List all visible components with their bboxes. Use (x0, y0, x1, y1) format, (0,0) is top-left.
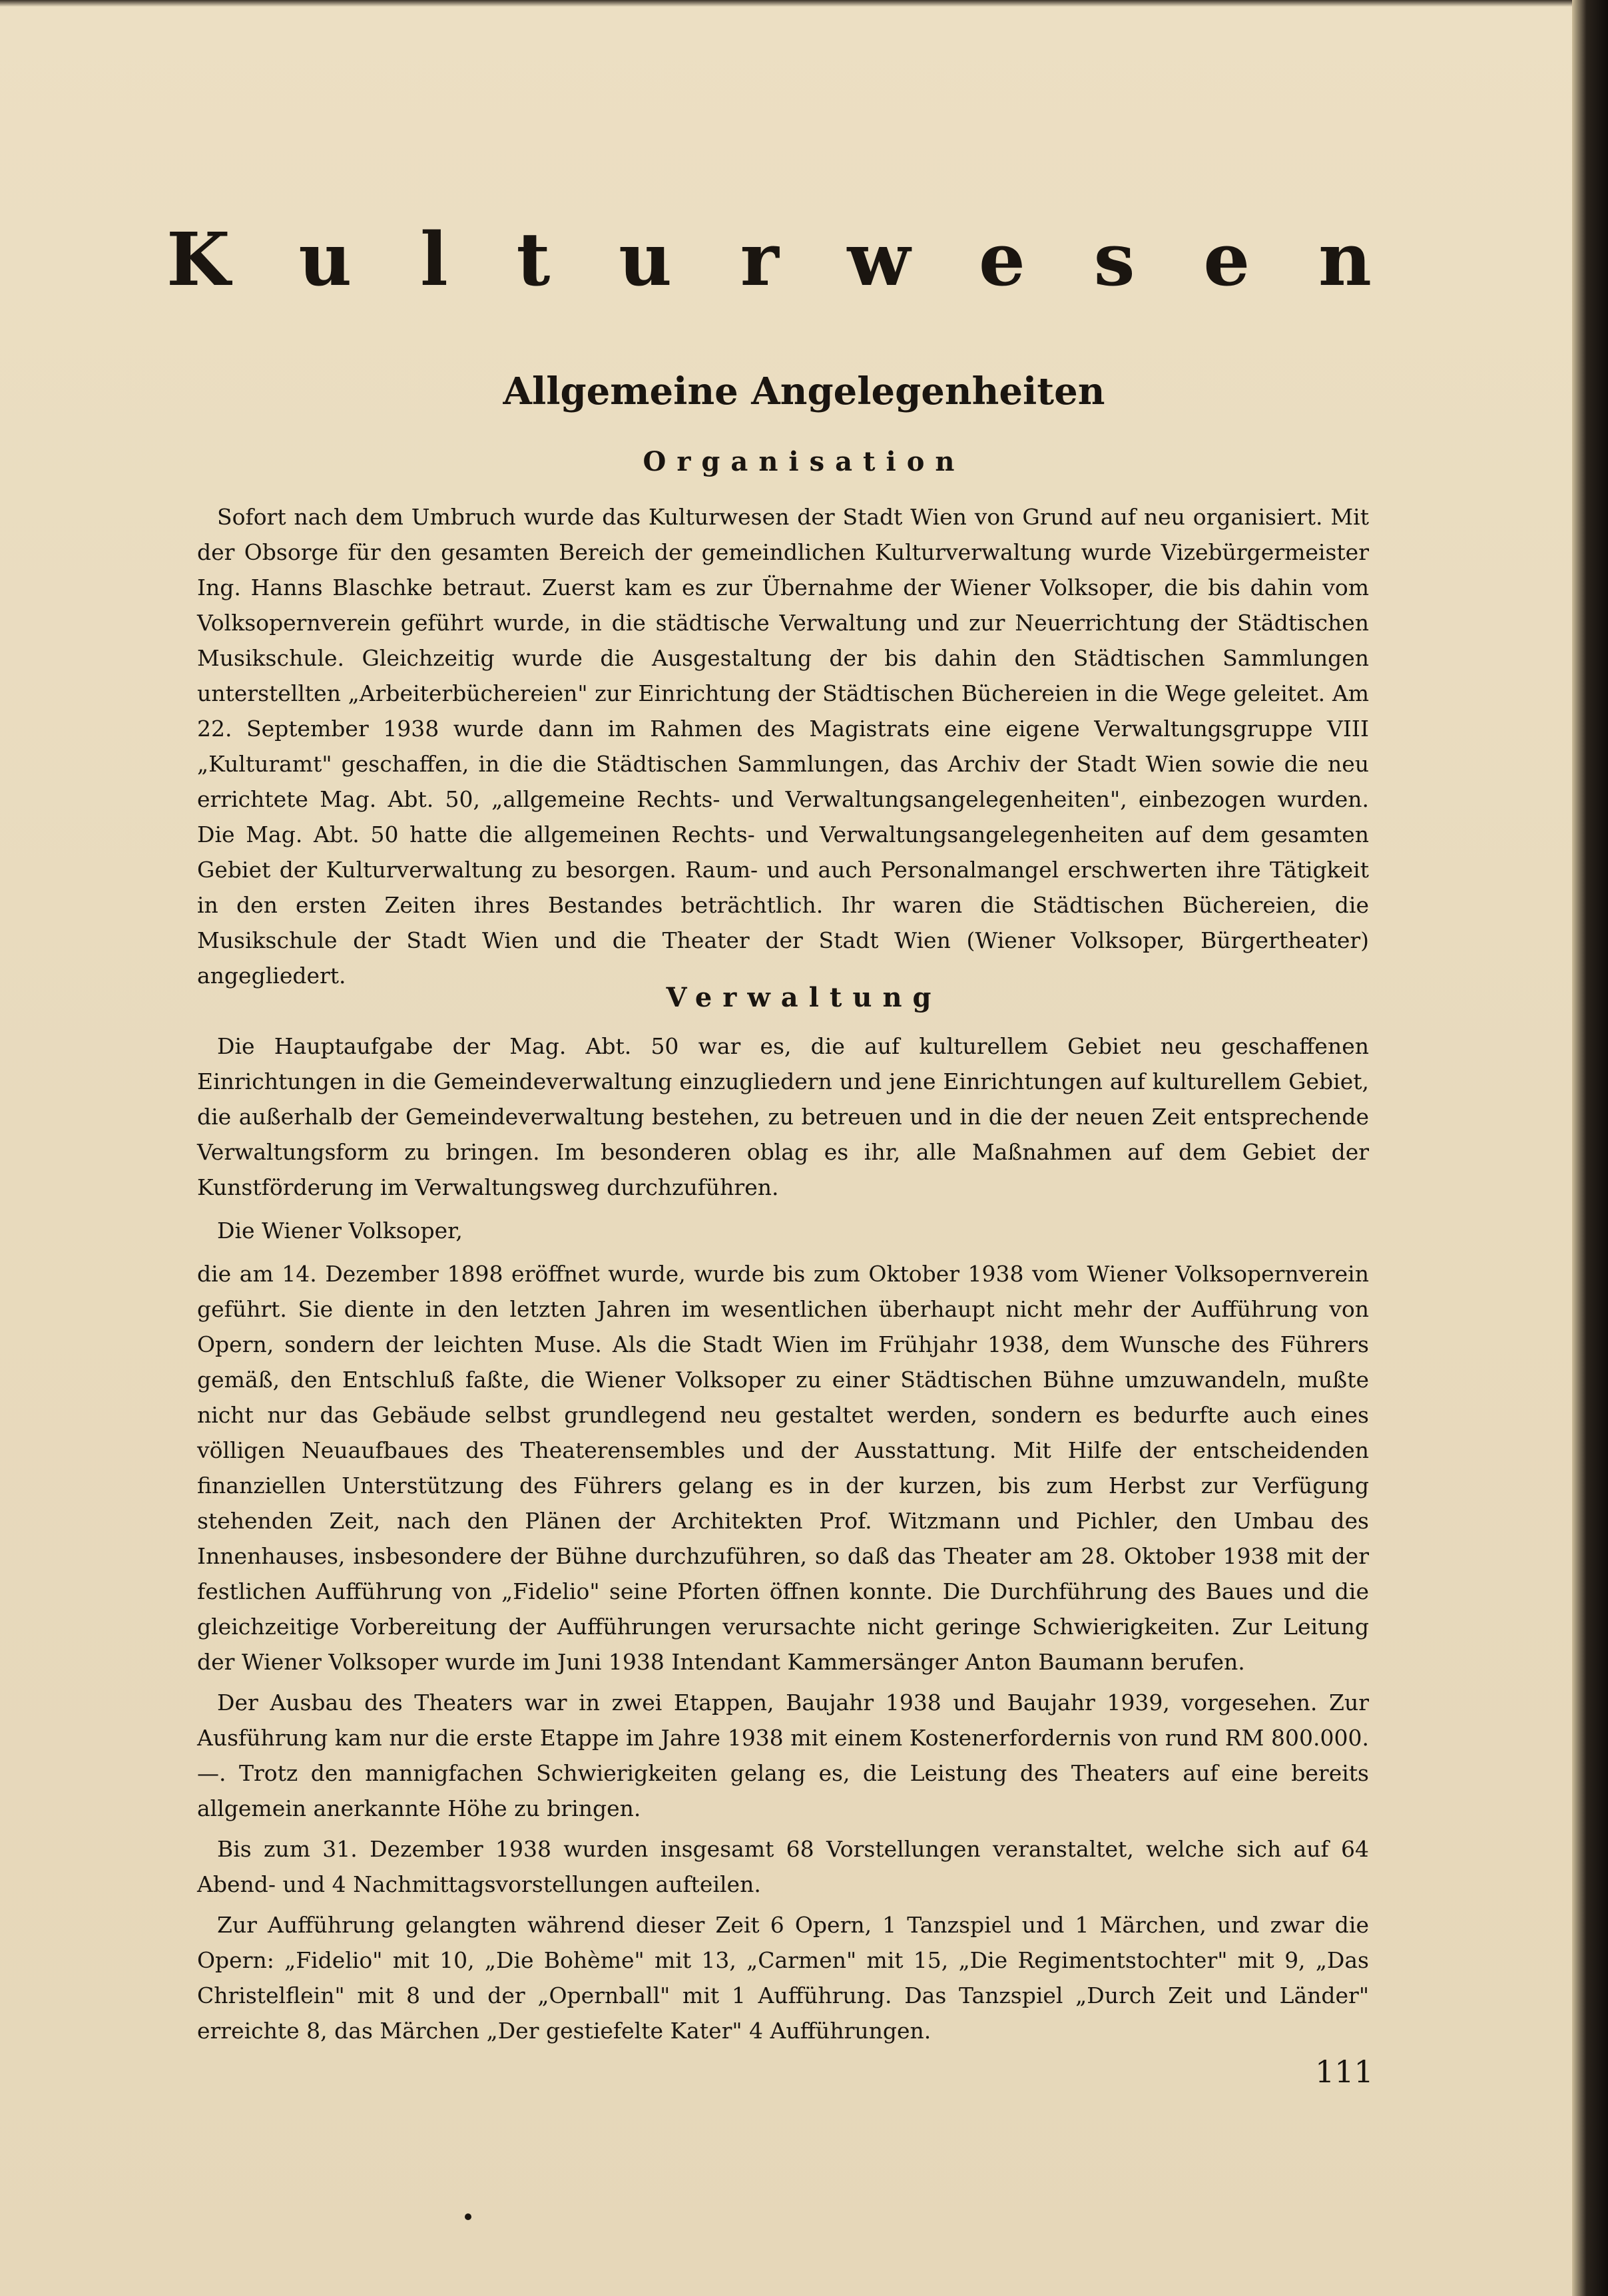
scan-top-edge (0, 0, 1608, 7)
subtitle-organisation: Organisation (643, 446, 965, 477)
ausbau-paragraph: Der Ausbau des Theaters war in zwei Etappen, Baujahr 1938 und Baujahr 1939, vorgesehen. Zur Ausführung kam nur die erste Etappe im Jahre 1938 mit einem Kostenerfordernis von rund RM 800.000.—. Trotz den mannigfachen Schwierigkeiten gelang es, die Leistung des Theaters auf eine bereits allgemein anerkannte Höhe zu bringen. (197, 1690, 1369, 1821)
scan-right-edge (1572, 0, 1608, 2296)
ink-dot (465, 2213, 471, 2220)
auffuehrung-paragraph: Zur Aufführung gelangten während dieser Zeit 6 Opern, 1 Tanzspiel und 1 Märchen, und zwar die Opern: „Fidelio" mit 10, „Die Bohème" mit 13, „Carmen" mit 15, „Die Regimentstochter" mit 9, „Das Christelflein" mit 8 und der „Opernball" mit 1 Aufführung. Das Tanzspiel „Durch Zeit und Länder" erreichte 8, das Märchen „Der gestiefelte Kater" 4 Aufführungen. (197, 1912, 1369, 2044)
organisation-paragraph: Sofort nach dem Umbruch wurde das Kulturwesen der Stadt Wien von Grund auf neu organisiert. Mit der Obsorge für den gesamten Bereich der gemeindlichen Kulturverwaltung wurde Vizebürgermeister Ing. Hanns Blaschke betraut. Zuerst kam es zur Übernahme der Wiener Volksoper, die bis dahin vom Volksopernverein geführt wurde, in die städtische Verwaltung und zur Neuerrichtung der Städtischen Musikschule. Gleichzeitig wurde die Ausgestaltung der bis dahin den Städtischen Sammlungen unterstellten „Arbeiterbüchereien" zur Einrichtung der Städtischen Büchereien in die Wege geleitet. Am 22. September 1938 wurde dann im Rahmen des Magistrats eine eigene Verwaltungsgruppe VIII „Kulturamt" geschaffen, in die die Städtischen Sammlungen, das Archiv der Stadt Wien sowie die neu errichtete Mag. Abt. 50, „allgemeine Rechts- und Verwaltungsangelegenheiten", einbezogen wurden. Die Mag. Abt. 50 hatte die allgemeinen Rechts- und Verwaltungsangelegenheiten auf dem gesamten Gebiet der Kulturverwaltung zu besorgen. Raum- und auch Personalmangel erschwerten ihre Tätigkeit in den ersten Zeiten ihres Bestandes beträchtlich. Ihr waren die Städtischen Büchereien, die Musikschule der Stadt Wien und die Theater der Stadt Wien (Wiener Volksoper, Bürgertheater) angegliedert. (197, 504, 1369, 989)
title-letter: l (420, 216, 448, 302)
title-letter: u (619, 216, 672, 302)
section-title: Allgemeine Angelegenheiten (503, 369, 1105, 413)
title-letter: s (1093, 216, 1135, 302)
title-letter: K (166, 216, 230, 302)
title-letter: r (740, 216, 779, 302)
title-letter: e (1203, 216, 1250, 302)
main-title (166, 213, 1372, 306)
page-number: 111 (1315, 2054, 1374, 2090)
title-letter: n (1318, 216, 1372, 302)
title-letter: t (516, 216, 551, 302)
title-letter: u (298, 216, 352, 302)
vorstellungen-paragraph: Bis zum 31. Dezember 1938 wurden insgesamt 68 Vorstellungen veranstaltet, welche sich auf 64 Abend- und 4 Nachmittagsvorstellungen aufteilen. (197, 1836, 1369, 1897)
title-letter: e (978, 216, 1025, 302)
verwaltung-paragraph: Die Hauptaufgabe der Mag. Abt. 50 war es, die auf kulturellem Gebiet neu geschaffenen Einrichtungen in die Gemeindeverwaltung einzugliedern und jene Einrichtungen auf kulturellem Gebiet, die außerhalb der Gemeindeverwaltung bestehen, zu betreuen und in die der neuen Zeit entsprechende Verwaltungsform zu bringen. Im besonderen oblag es ihr, alle Maßnahmen auf dem Gebiet der Kunstförderung im Verwaltungsweg durchzuführen. (197, 1033, 1369, 1200)
volksoper-paragraph: die am 14. Dezember 1898 eröffnet wurde, wurde bis zum Oktober 1938 vom Wiener Volksopernverein geführt. Sie diente in den letzten Jahren im wesentlichen überhaupt nicht mehr der Aufführung von Opern, sondern der leichten Muse. Als die Stadt Wien im Frühjahr 1938, dem Wunsche des Führers gemäß, den Entschluß faßte, die Wiener Volksoper zu einer Städtischen Bühne umzuwandeln, mußte nicht nur das Gebäude selbst grundlegend neu gestaltet werden, sondern es bedurfte auch eines völligen Neuaufbaues des Theaterensembles und der Ausstattung. Mit Hilfe der entscheidenden finanziellen Unterstützung des Führers gelang es in der kurzen, bis zum Herbst zur Verfügung stehenden Zeit, nach den Plänen der Architekten Prof. Witzmann und Pichler, den Umbau des Innenhauses, insbesondere der Bühne durchzuführen, so daß das Theater am 28. Oktober 1938 mit der festlichen Aufführung von „Fidelio" seine Pforten öffnen konnte. Die Durchführung des Baues und die gleichzeitige Vorbereitung der Aufführungen verursachte nicht geringe Schwierigkeiten. Zur Leitung der Wiener Volksoper wurde im Juni 1938 Intendant Kammersänger Anton Baumann berufen. (197, 1261, 1369, 1675)
volksoper-label: Die Wiener Volksoper, (217, 1218, 463, 1244)
subtitle-verwaltung: Verwaltung (666, 982, 942, 1013)
verwaltung-text (197, 1029, 1369, 2054)
organisation-text (197, 499, 1369, 999)
title-letter: w (847, 216, 911, 302)
